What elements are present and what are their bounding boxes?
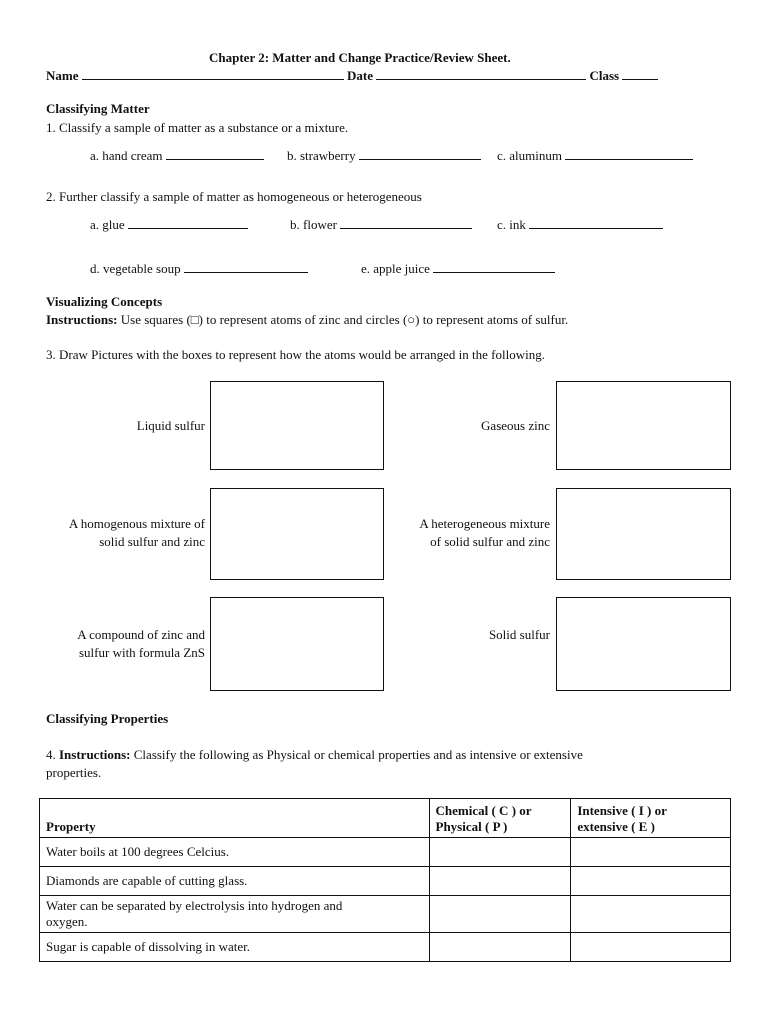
section-heading-classifying-properties: Classifying Properties [46, 711, 169, 726]
property-cell: Sugar is capable of dissolving in water. [40, 933, 430, 962]
name-label: Name [46, 68, 79, 83]
answer-blank[interactable] [184, 259, 308, 273]
answer-blank[interactable] [529, 215, 663, 229]
drawing-box-heterogeneous-mixture[interactable] [556, 488, 731, 580]
answer-blank[interactable] [128, 215, 248, 229]
properties-table [39, 798, 731, 962]
class-blank[interactable] [622, 66, 658, 80]
question-4: 4. Instructions: Classify the following as Physical or chemical properties and as intensive or extensive [46, 747, 583, 762]
drawing-box-solid-sulfur[interactable] [556, 597, 731, 691]
name-row [46, 66, 658, 84]
answer-blank[interactable] [433, 259, 555, 273]
q2-item-b: b. flower [290, 215, 472, 233]
box-label-gaseous-zinc: Gaseous zinc [481, 418, 550, 433]
drawing-box-compound-zns[interactable] [210, 597, 384, 691]
column-header-chemical-physical: Chemical ( C ) or Physical ( P ) [429, 799, 571, 838]
answer-cell-cp[interactable] [429, 933, 571, 962]
box-label-liquid-sulfur: Liquid sulfur [136, 418, 205, 433]
answer-cell-cp[interactable] [429, 867, 571, 896]
answer-blank[interactable] [565, 146, 693, 160]
box-label-compound-zns: A compound of zinc and sulfur with formula ZnS [77, 627, 205, 660]
property-cell: Water can be separated by electrolysis into hydrogen and oxygen. [40, 896, 430, 933]
name-blank[interactable] [82, 66, 344, 80]
column-header-intensive-extensive: Intensive ( I ) or extensive ( E ) [571, 799, 731, 838]
question-2: 2. Further classify a sample of matter as homogeneous or heterogeneous [46, 189, 422, 204]
drawing-box-gaseous-zinc[interactable] [556, 381, 731, 470]
instructions-visualizing: Instructions: Use squares (□) to represent atoms of zinc and circles (○) to represent atoms of sulfur. [46, 312, 569, 327]
box-label-solid-sulfur: Solid sulfur [488, 627, 550, 642]
date-blank[interactable] [376, 66, 586, 80]
question-1: 1. Classify a sample of matter as a substance or a mixture. [46, 120, 349, 135]
answer-cell-cp[interactable] [429, 896, 571, 933]
q1-item-a: a. hand cream [90, 146, 264, 164]
table-row [40, 933, 731, 962]
section-heading-classifying-matter: Classifying Matter [46, 101, 150, 116]
page-title: Chapter 2: Matter and Change Practice/Review Sheet. [209, 50, 511, 65]
q1-item-c: c. aluminum [497, 146, 693, 164]
q2-item-d: d. vegetable soup [90, 259, 308, 277]
answer-cell-ie[interactable] [571, 838, 731, 867]
table-row [40, 867, 731, 896]
table-row [40, 838, 731, 867]
property-cell: Water boils at 100 degrees Celcius. [40, 838, 430, 867]
drawing-box-homogenous-mixture[interactable] [210, 488, 384, 580]
q2-item-a: a. glue [90, 215, 248, 233]
question-3: 3. Draw Pictures with the boxes to represent how the atoms would be arranged in the following. [46, 347, 545, 362]
date-label: Date [347, 68, 373, 83]
q2-item-e: e. apple juice [361, 259, 555, 277]
question-4-continued: properties. [46, 765, 102, 780]
property-cell: Diamonds are capable of cutting glass. [40, 867, 430, 896]
answer-cell-ie[interactable] [571, 867, 731, 896]
answer-blank[interactable] [340, 215, 472, 229]
section-heading-visualizing-concepts: Visualizing Concepts [46, 294, 163, 309]
answer-cell-ie[interactable] [571, 933, 731, 962]
box-label-heterogeneous-mixture: A heterogeneous mixture of solid sulfur and zinc [419, 516, 550, 549]
drawing-box-liquid-sulfur[interactable] [210, 381, 384, 470]
q2-item-c: c. ink [497, 215, 663, 233]
answer-blank[interactable] [359, 146, 481, 160]
box-label-homogenous-mixture: A homogenous mixture of solid sulfur and zinc [68, 516, 205, 549]
answer-blank[interactable] [166, 146, 264, 160]
table-header-row [40, 799, 731, 838]
column-header-property: Property [40, 799, 430, 838]
answer-cell-ie[interactable] [571, 896, 731, 933]
q1-item-b: b. strawberry [287, 146, 481, 164]
class-label: Class [589, 68, 620, 83]
table-row [40, 896, 731, 933]
answer-cell-cp[interactable] [429, 838, 571, 867]
